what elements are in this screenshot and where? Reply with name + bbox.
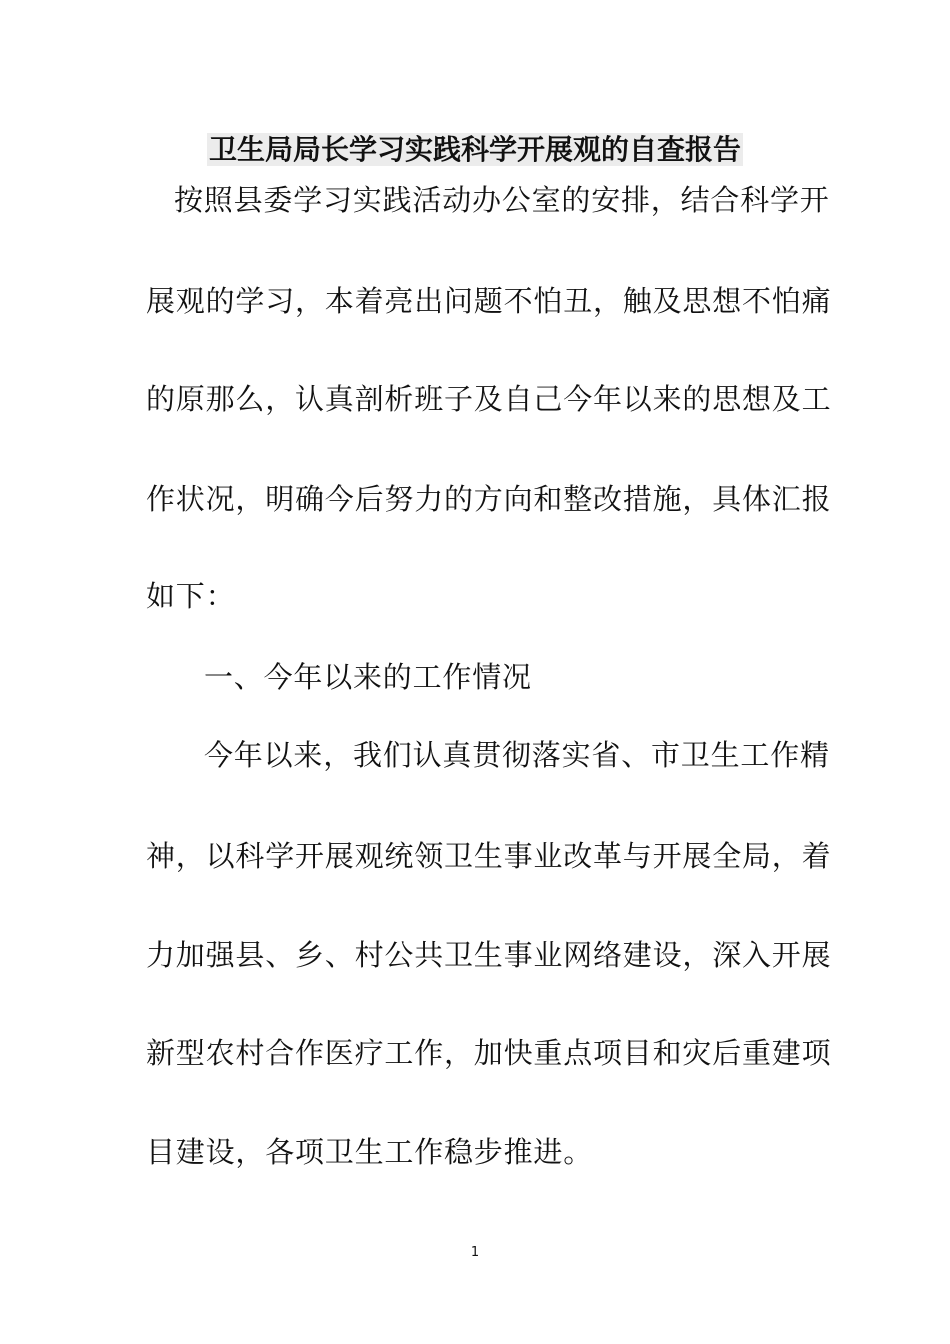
paragraph-2-line-4: 新型农村合作医疗工作，加快重点项目和灾后重建项: [146, 1036, 832, 1070]
paragraph-1-line-5: 如下：: [146, 579, 236, 613]
paragraph-1-line-1: 按照县委学习实践活动办公室的安排，结合科学开: [174, 183, 830, 217]
paragraph-1-line-3: 的原那么，认真剖析班子及自己今年以来的思想及工: [146, 382, 832, 416]
paragraph-2-line-2: 神，以科学开展观统领卫生事业改革与开展全局，着: [146, 839, 832, 873]
paragraph-1-line-4: 作状况，明确今后努力的方向和整改措施，具体汇报: [146, 482, 832, 516]
page-number: 1: [470, 1245, 480, 1260]
paragraph-2-line-3: 力加强县、乡、村公共卫生事业网络建设，深入开展: [146, 938, 832, 972]
document-title: [0, 130, 950, 170]
section-heading-1: 一、今年以来的工作情况: [204, 660, 532, 694]
paragraph-2-line-1: 今年以来，我们认真贯彻落实省、市卫生工作精: [204, 738, 830, 772]
paragraph-2-line-5: 目建设，各项卫生工作稳步推进。: [146, 1135, 594, 1169]
document-title-text: 卫生局局长学习实践科学开展观的自查报告: [208, 133, 741, 166]
paragraph-1-line-2: 展观的学习，本着亮出问题不怕丑，触及思想不怕痛: [146, 284, 832, 318]
